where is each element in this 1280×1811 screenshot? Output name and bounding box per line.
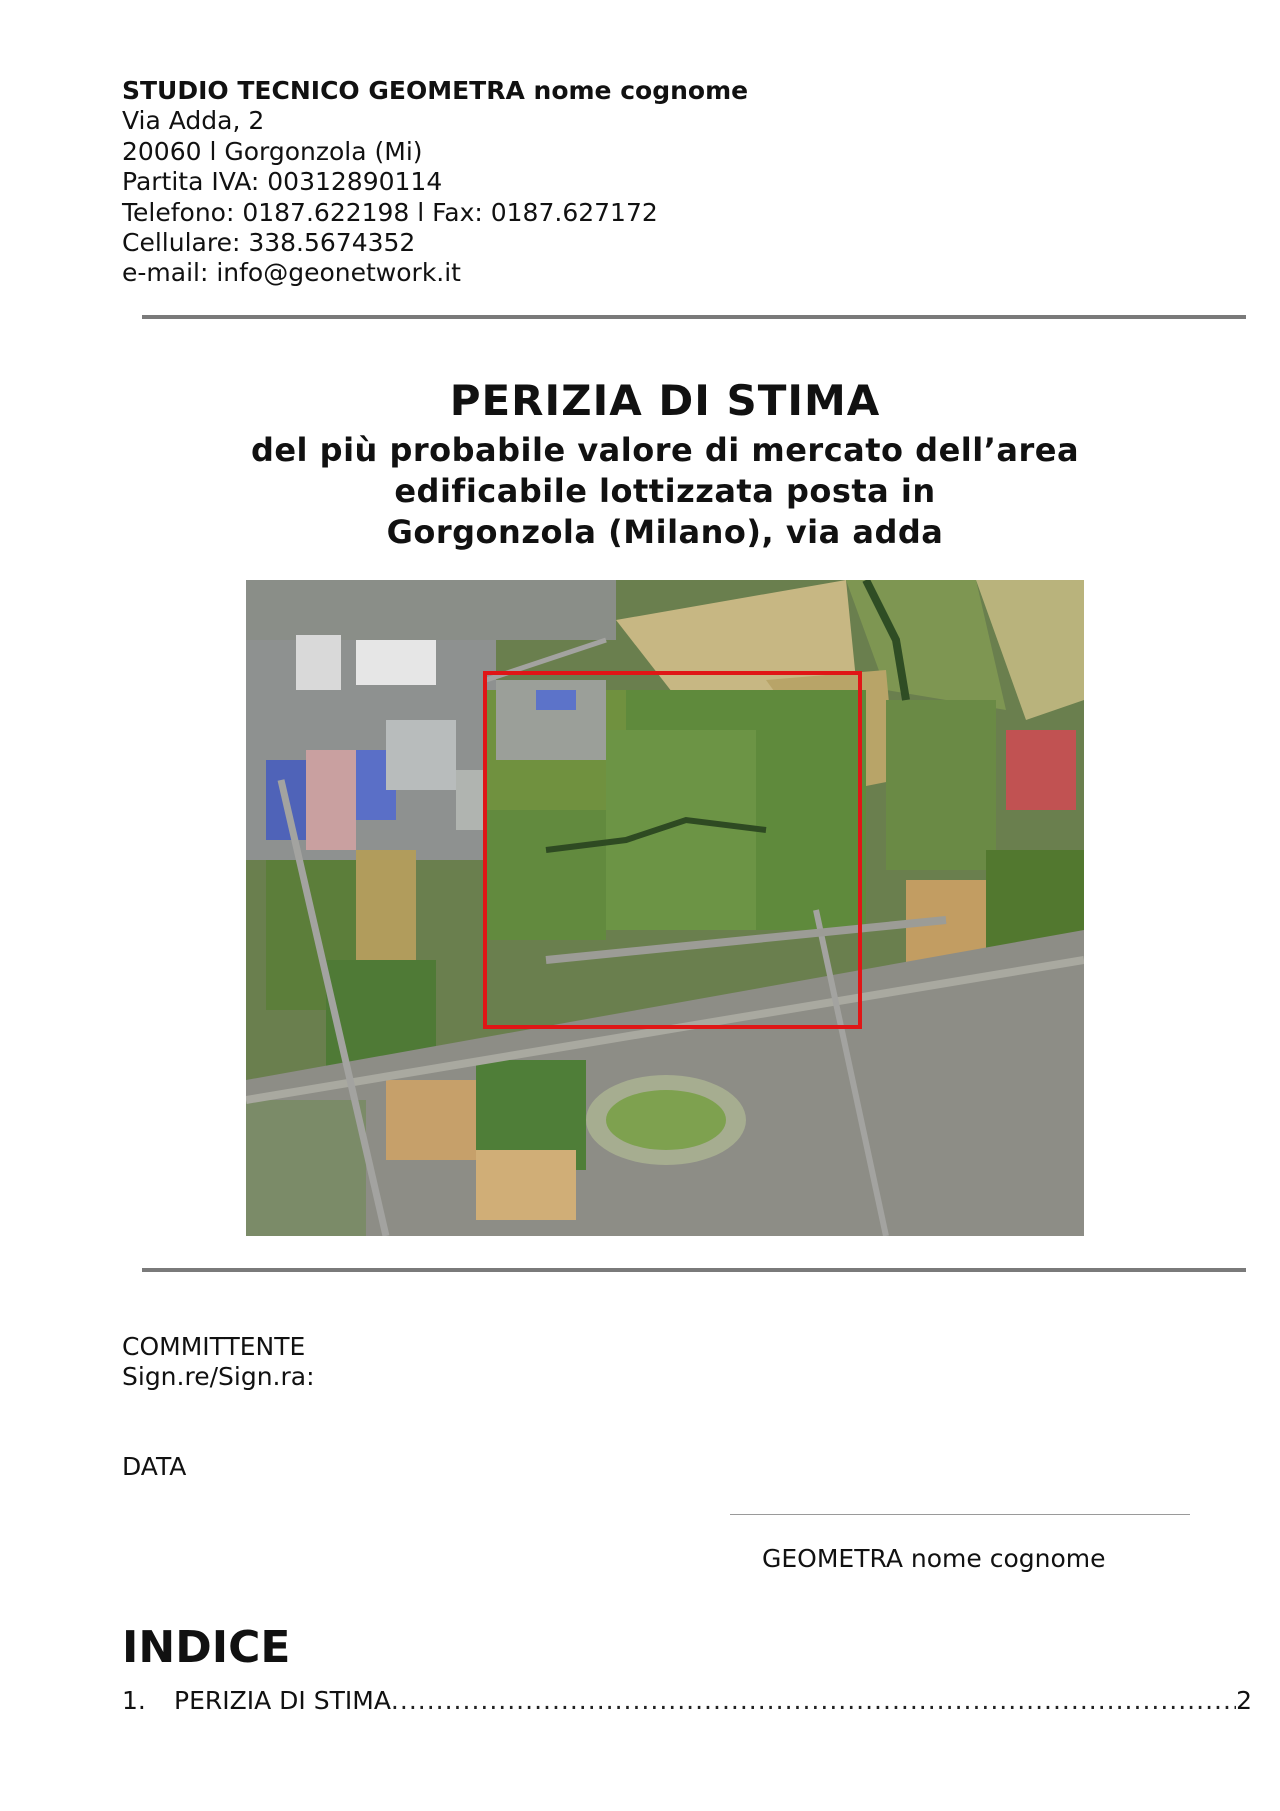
- bottom-divider: [142, 1268, 1246, 1272]
- signature-name: GEOMETRA nome cognome: [762, 1544, 1106, 1573]
- studio-address: Via Adda, 2: [122, 106, 265, 136]
- studio-mobile: Cellulare: 338.5674352: [122, 228, 416, 258]
- report-subtitle: [0, 430, 1280, 553]
- toc-entry-title: PERIZIA DI STIMA: [174, 1686, 391, 1715]
- client-label: COMMITTENTE: [122, 1332, 306, 1361]
- studio-header: [122, 76, 748, 289]
- report-title: PERIZIA DI STIMA: [449, 376, 881, 425]
- toc-entry[interactable]: [122, 1686, 1252, 1715]
- signature-line: [730, 1514, 1190, 1515]
- date-label: DATA: [122, 1452, 187, 1481]
- studio-city: 20060 l Gorgonzola (Mi): [122, 136, 423, 166]
- subtitle-line-1: del più probabile valore di mercato dell’area: [250, 431, 1080, 469]
- aerial-photo-icon: [246, 580, 1084, 1236]
- subtitle-line-3: Gorgonzola (Milano), via adda: [386, 513, 944, 551]
- studio-phone-fax: Telefono: 0187.622198 l Fax: 0187.627172: [122, 197, 658, 227]
- client-name-label: Sign.re/Sign.ra:: [122, 1362, 315, 1391]
- top-divider: [142, 315, 1246, 319]
- toc-entry-page: 2: [1236, 1686, 1252, 1715]
- studio-vat: Partita IVA: 00312890114: [122, 167, 443, 197]
- studio-name: STUDIO TECNICO GEOMETRA nome cognome: [122, 76, 749, 105]
- studio-email: e-mail: info@geonetwork.it: [122, 258, 461, 288]
- toc-entry-leader: [391, 1686, 1236, 1715]
- aerial-photo: [246, 580, 1084, 1236]
- subtitle-line-2: edificabile lottizzata posta in: [394, 472, 936, 510]
- toc-entry-number: 1.: [122, 1686, 146, 1715]
- toc-heading: INDICE: [122, 1622, 291, 1673]
